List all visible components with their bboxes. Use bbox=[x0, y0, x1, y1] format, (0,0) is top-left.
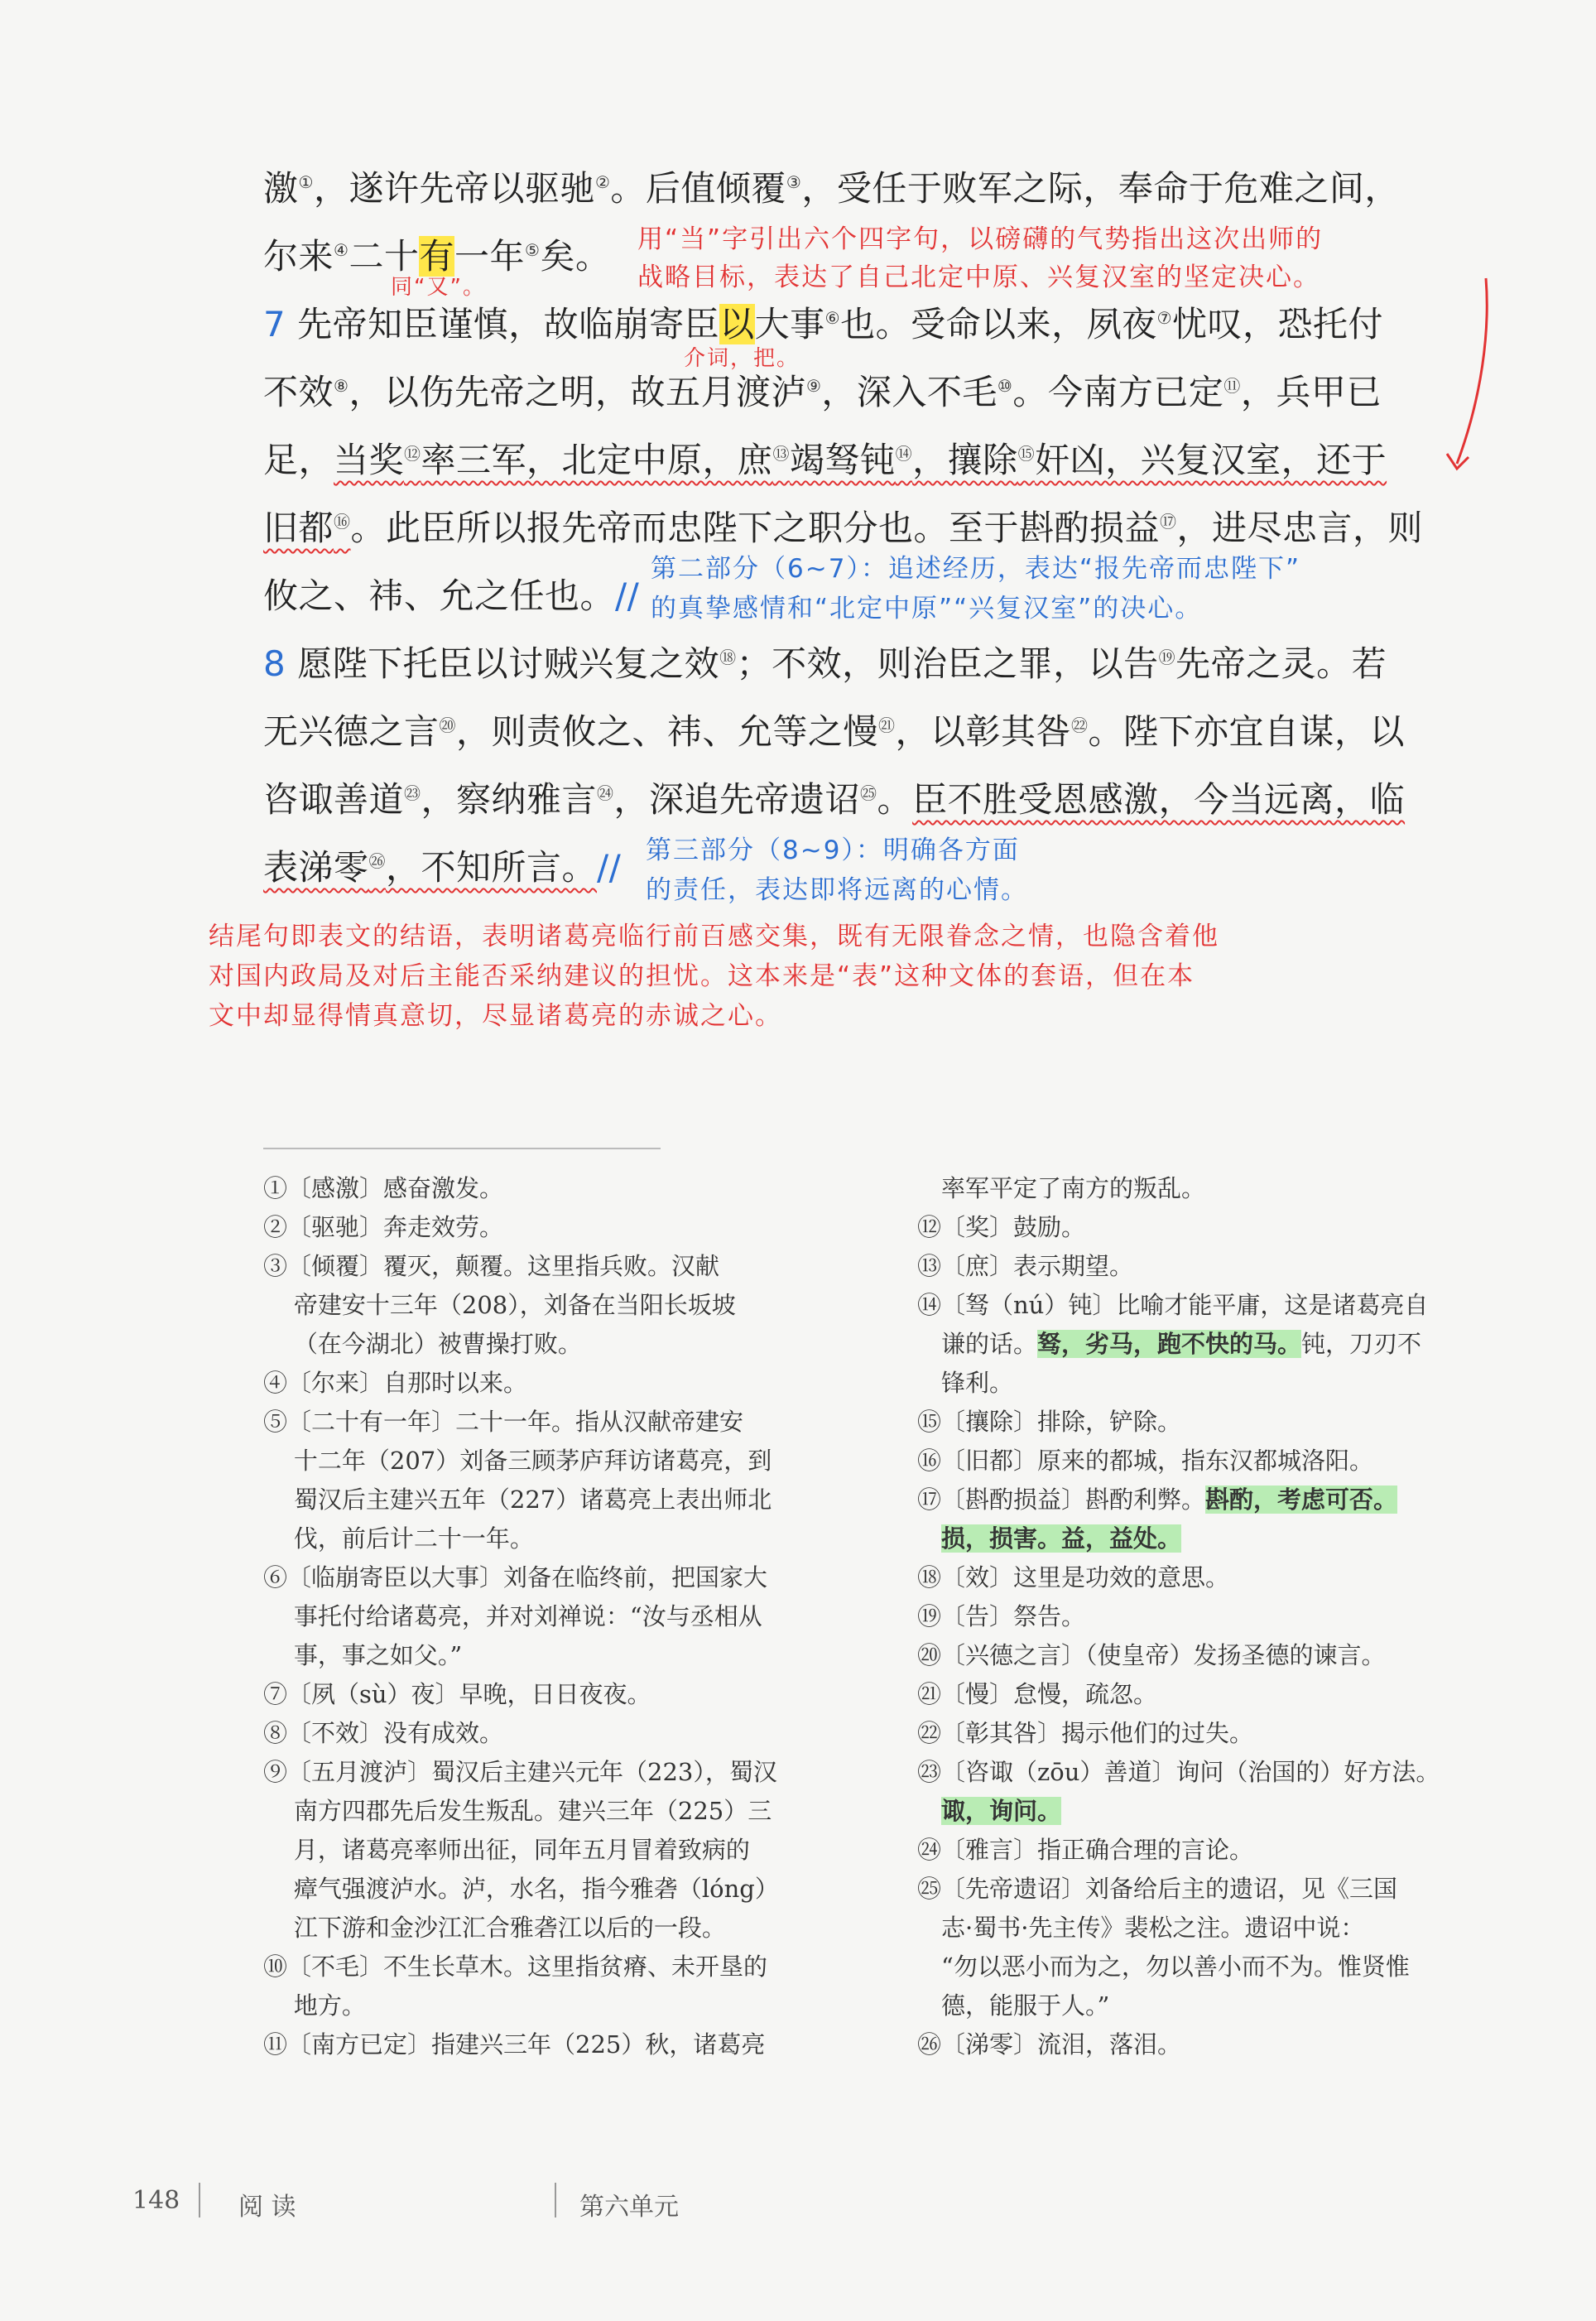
footer-section: 阅 读 bbox=[238, 2193, 296, 2222]
footnote-ref: ㉖ bbox=[368, 851, 387, 871]
footnote-ref: ⑲ bbox=[1158, 648, 1176, 667]
note-line: 蜀汉后主建兴五年（227）诸葛亮上表出师北 bbox=[263, 1486, 772, 1514]
note-line bbox=[917, 1597, 1440, 1636]
text: ，以伤先帝之明，故五月渡泸 bbox=[349, 372, 806, 412]
annotation-part2-1: 第二部分（6~7）：追述经历，表达“报先帝而忠陛下” bbox=[651, 554, 1301, 584]
note-line bbox=[917, 1870, 1440, 1909]
text: ，则责攸之、祎、允等之慢 bbox=[456, 711, 879, 752]
footnote-ref: ⑰ bbox=[1160, 512, 1177, 532]
footnote-ref: ② bbox=[594, 172, 611, 192]
annotation-part2-2: 的真挚感情和“北定中原”“兴复汉室”的决心。 bbox=[651, 594, 1203, 624]
text: ⑫〔奖〕鼓励。 bbox=[917, 1213, 1086, 1241]
text: ，攘除 bbox=[912, 440, 1018, 480]
text: 咨诹善道 bbox=[263, 779, 405, 820]
text: 。今南方已定 bbox=[1012, 372, 1224, 412]
footnote-ref: ⑩ bbox=[997, 376, 1013, 396]
footer-divider bbox=[555, 2183, 556, 2217]
footnote-ref: ㉓ bbox=[404, 783, 421, 803]
note-line bbox=[917, 1948, 1440, 1986]
text: “勿以恶小而为之，勿以善小而不为。惟贤惟 bbox=[941, 1953, 1410, 1981]
annotation-ending-2: 对国内政局及对后主能否采纳建议的担忧。这本来是“表”这种文体的套语，但在本 bbox=[209, 961, 1195, 991]
note-line bbox=[917, 1714, 1440, 1753]
highlighted-note: 驽，劣马，跑不快的马。 bbox=[1037, 1330, 1302, 1358]
section-divider-mark: // bbox=[615, 575, 640, 616]
text: 先帝知臣谨慎，故临崩寄臣 bbox=[286, 304, 720, 344]
note-line bbox=[917, 1208, 1440, 1247]
underlined-text: ，不知所言。 bbox=[386, 847, 598, 888]
text: ，以彰其咎 bbox=[895, 711, 1072, 752]
note-line: 地方。 bbox=[263, 1991, 366, 2020]
text: 。陛下亦宜自谋，以 bbox=[1088, 711, 1406, 752]
footnotes-right-column bbox=[917, 1169, 1440, 2064]
note-line bbox=[917, 1519, 1440, 1558]
text: ，受任于败军之际，奉命于危难之间， bbox=[801, 168, 1400, 209]
text: ⑳〔兴德之言〕（使皇帝）发扬圣德的谏言。 bbox=[917, 1641, 1386, 1669]
annotation-red-2: 战略目标，表达了自己北定中原、兴复汉室的坚定决心。 bbox=[637, 262, 1320, 292]
annotation-ending-1: 结尾句即表文的结语，表明诸葛亮临行前百感交集，既有无限眷念之情，也隐含着他 bbox=[209, 922, 1219, 951]
page-number: 148 bbox=[132, 2186, 180, 2215]
text: ，察纳雅言 bbox=[421, 779, 598, 820]
highlighted-note: 诹，询问。 bbox=[941, 1797, 1062, 1825]
text: 竭驽钝 bbox=[790, 440, 896, 480]
text: 激 bbox=[263, 168, 299, 209]
footnote-ref: ㉕ bbox=[860, 783, 877, 803]
text: ；不效，则治臣之罪，以告 bbox=[736, 643, 1159, 684]
note-line: 伐，前后计二十一年。 bbox=[263, 1524, 534, 1553]
note-line: ⑩〔不毛〕不生长草木。这里指贫瘠、未开垦的 bbox=[263, 1953, 768, 1981]
note-line bbox=[917, 1675, 1440, 1714]
annotation-yi: 介词，把。 bbox=[684, 346, 800, 371]
text: ⑮〔攘除〕排除，铲除。 bbox=[917, 1408, 1182, 1436]
text: 也。受命以来，夙夜 bbox=[840, 304, 1157, 344]
note-line: ⑦〔夙（sù）夜〕早晚，日日夜夜。 bbox=[263, 1680, 651, 1708]
note-line bbox=[917, 1909, 1440, 1948]
underlined-text: 臣不胜受恩感激，今当远离，临 bbox=[912, 779, 1406, 820]
note-line: 事，事之如父。” bbox=[263, 1641, 463, 1669]
footnote-ref: ⑫ bbox=[404, 444, 421, 464]
footnote-ref: ⑮ bbox=[1017, 444, 1036, 464]
note-line bbox=[917, 1325, 1440, 1364]
note-line: ⑪〔南方已定〕指建兴三年（225）秋，诸葛亮 bbox=[263, 2030, 766, 2059]
text: ㉖〔涕零〕流泪，落泪。 bbox=[917, 2030, 1182, 2059]
text: 钝，刀刃不 bbox=[1301, 1330, 1422, 1358]
footnote-ref: ⑪ bbox=[1223, 376, 1241, 396]
footnote-ref: ⑧ bbox=[334, 376, 349, 396]
text: ，深追先帝遗诏 bbox=[613, 779, 861, 820]
paragraph-number: 7 bbox=[263, 304, 286, 344]
note-line bbox=[917, 1986, 1440, 2025]
footnote-ref: ㉑ bbox=[878, 715, 896, 735]
note-line: ③〔倾覆〕覆灭，颠覆。这里指兵败。汉献 bbox=[263, 1252, 720, 1280]
text: 二十 bbox=[349, 236, 420, 277]
note-line bbox=[917, 1403, 1440, 1442]
text: 。 bbox=[877, 779, 913, 820]
text: ㉓〔咨诹（zōu）善道〕询问（治国的）好方法。 bbox=[917, 1758, 1440, 1786]
footnote-ref: ③ bbox=[786, 172, 802, 192]
note-line: ②〔驱驰〕奔走效劳。 bbox=[263, 1213, 504, 1241]
text: ，兵甲已 bbox=[1240, 372, 1382, 412]
text: 矣。 bbox=[540, 236, 611, 277]
text: 奸凶，兴复汉室，还于 bbox=[1035, 440, 1387, 480]
footer-unit: 第六单元 bbox=[579, 2193, 679, 2222]
annotation-part3-2: 的责任，表达即将远离的心情。 bbox=[646, 875, 1028, 905]
text: ⑬〔庶〕表示期望。 bbox=[917, 1252, 1134, 1280]
text: 率军平定了南方的叛乱。 bbox=[941, 1174, 1206, 1202]
footnote-ref: ⑯ bbox=[334, 512, 351, 532]
text: ⑯〔旧都〕原来的都城，指东汉都城洛阳。 bbox=[917, 1447, 1374, 1475]
note-line: 南方四郡先后发生叛乱。建兴三年（225）三 bbox=[263, 1797, 772, 1825]
footnote-ref: ① bbox=[298, 172, 314, 192]
footnote-divider bbox=[263, 1148, 661, 1149]
note-line bbox=[917, 1481, 1440, 1519]
text: 攸之、祎、允之任也。 bbox=[263, 575, 616, 616]
note-line: 事托付给诸葛亮，并对刘禅说：“汝与丞相从 bbox=[263, 1602, 762, 1630]
note-line: ⑧〔不效〕没有成效。 bbox=[263, 1719, 504, 1747]
note-line bbox=[917, 2025, 1440, 2064]
text: 尔来 bbox=[263, 236, 334, 277]
note-line: 帝建安十三年（208），刘备在当阳长坂坡 bbox=[263, 1291, 736, 1319]
text: 足， bbox=[263, 440, 334, 480]
footnote-ref: ⑥ bbox=[824, 308, 841, 328]
underlined-text: 表涕零 bbox=[263, 847, 369, 888]
text: 。后值倾覆 bbox=[610, 168, 786, 209]
text: 旧都 bbox=[263, 508, 334, 548]
footnotes-left-column bbox=[263, 1169, 779, 2064]
section-divider-mark: // bbox=[597, 847, 622, 888]
text: 一年 bbox=[454, 236, 525, 277]
note-line: ①〔感激〕感奋激发。 bbox=[263, 1174, 504, 1202]
text: ⑲〔告〕祭告。 bbox=[917, 1602, 1086, 1630]
note-line bbox=[917, 1831, 1440, 1870]
footer-divider bbox=[199, 2183, 200, 2217]
text: ㉔〔雅言〕指正确合理的言论。 bbox=[917, 1836, 1254, 1864]
text: ⑭〔驽（nú）钝〕比喻才能平庸，这是诸葛亮自 bbox=[917, 1291, 1429, 1319]
footnote-ref: ⑨ bbox=[805, 376, 822, 396]
highlighted-note: 斟酌，考虑可否。 bbox=[1205, 1486, 1398, 1514]
note-line bbox=[917, 1636, 1440, 1675]
highlighted-word: 有 bbox=[419, 236, 454, 277]
text: 不效 bbox=[263, 372, 334, 412]
text: 率三军，北定中原，庶 bbox=[421, 440, 773, 480]
note-line: 月，诸葛亮率师出征，同年五月冒着致病的 bbox=[263, 1836, 750, 1864]
text: 无兴德之言 bbox=[263, 711, 440, 752]
text: 愿陛下托臣以讨贼兴复之效 bbox=[286, 643, 720, 684]
note-line: ⑤〔二十有一年〕二十一年。指从汉献帝建安 bbox=[263, 1408, 744, 1436]
note-line bbox=[917, 1247, 1440, 1286]
note-line bbox=[917, 1442, 1440, 1481]
text: ，遂许先帝以驱驰 bbox=[313, 168, 595, 209]
highlighted-word: 以 bbox=[719, 304, 755, 344]
text: 锋利。 bbox=[941, 1369, 1014, 1397]
note-line bbox=[917, 1364, 1440, 1403]
paragraph-number: 8 bbox=[263, 643, 286, 684]
annotation-ending-3: 文中却显得情真意切，尽显诸葛亮的赤诚之心。 bbox=[209, 1001, 782, 1031]
text: 。此臣所以报先帝而忠陛下之职分也。至于斟酌损益 bbox=[350, 508, 1161, 548]
note-line: 瘴气强渡泸水。泸，水名，指今雅砻（lóng） bbox=[263, 1875, 779, 1903]
note-line: （在今湖北）被曹操打败。 bbox=[263, 1330, 582, 1358]
note-line: ⑥〔临崩寄臣以大事〕刘备在临终前，把国家大 bbox=[263, 1563, 768, 1591]
text: ，进尽忠言，则 bbox=[1176, 508, 1424, 548]
footnote-ref: ⑬ bbox=[772, 444, 791, 464]
text: ㉕〔先帝遗诏〕刘备给后主的遗诏，见《三国 bbox=[917, 1875, 1398, 1903]
note-line bbox=[917, 1753, 1440, 1792]
text: 当奖 bbox=[334, 440, 405, 480]
footnote-ref: ⑦ bbox=[1156, 308, 1173, 328]
text: 忧叹，恐托付 bbox=[1172, 304, 1384, 344]
text: 大事 bbox=[754, 304, 825, 344]
note-line bbox=[917, 1169, 1440, 1208]
text: 谦的话。 bbox=[941, 1330, 1038, 1358]
annotation-red-1: 用“当”字引出六个四字句，以磅礴的气势指出这次出师的 bbox=[637, 224, 1324, 254]
note-line bbox=[917, 1286, 1440, 1325]
text: ⑰〔斟酌损益〕斟酌利弊。 bbox=[917, 1486, 1206, 1514]
footnote-ref: ⑤ bbox=[525, 240, 541, 260]
annotation-you: 同“又”。 bbox=[391, 275, 486, 300]
note-line bbox=[917, 1558, 1440, 1597]
text: ，深入不毛 bbox=[821, 372, 997, 412]
text: ⑱〔效〕这里是功效的意思。 bbox=[917, 1563, 1230, 1591]
note-line bbox=[917, 1792, 1440, 1831]
text: ㉒〔彰其咎〕揭示他们的过失。 bbox=[917, 1719, 1254, 1747]
footnote-ref: ㉔ bbox=[597, 783, 614, 803]
footnote-ref: ④ bbox=[334, 240, 349, 260]
footnote-ref: ⑭ bbox=[895, 444, 913, 464]
footnote-ref: ⑱ bbox=[719, 648, 737, 667]
text: 志·蜀书·先主传》裴松之注。遗诏中说： bbox=[941, 1914, 1365, 1942]
note-line: ⑨〔五月渡泸〕蜀汉后主建兴元年（223），蜀汉 bbox=[263, 1758, 777, 1786]
highlighted-note: 损，损害。益，益处。 bbox=[941, 1524, 1182, 1553]
footnote-ref: ⑳ bbox=[439, 715, 457, 735]
note-line: ④〔尔来〕自那时以来。 bbox=[263, 1369, 528, 1397]
text: ㉑〔慢〕怠慢，疏忽。 bbox=[917, 1680, 1158, 1708]
note-line: 江下游和金沙江汇合雅砻江以后的一段。 bbox=[263, 1914, 726, 1942]
note-line: 十二年（207）刘备三顾茅庐拜访诸葛亮，到 bbox=[263, 1447, 772, 1475]
text: 德，能服于人。” bbox=[941, 1991, 1110, 2020]
annotation-part3-1: 第三部分（8~9）：明确各方面 bbox=[646, 835, 1020, 865]
footnote-ref: ㉒ bbox=[1071, 715, 1089, 735]
text: 先帝之灵。若 bbox=[1175, 643, 1387, 684]
